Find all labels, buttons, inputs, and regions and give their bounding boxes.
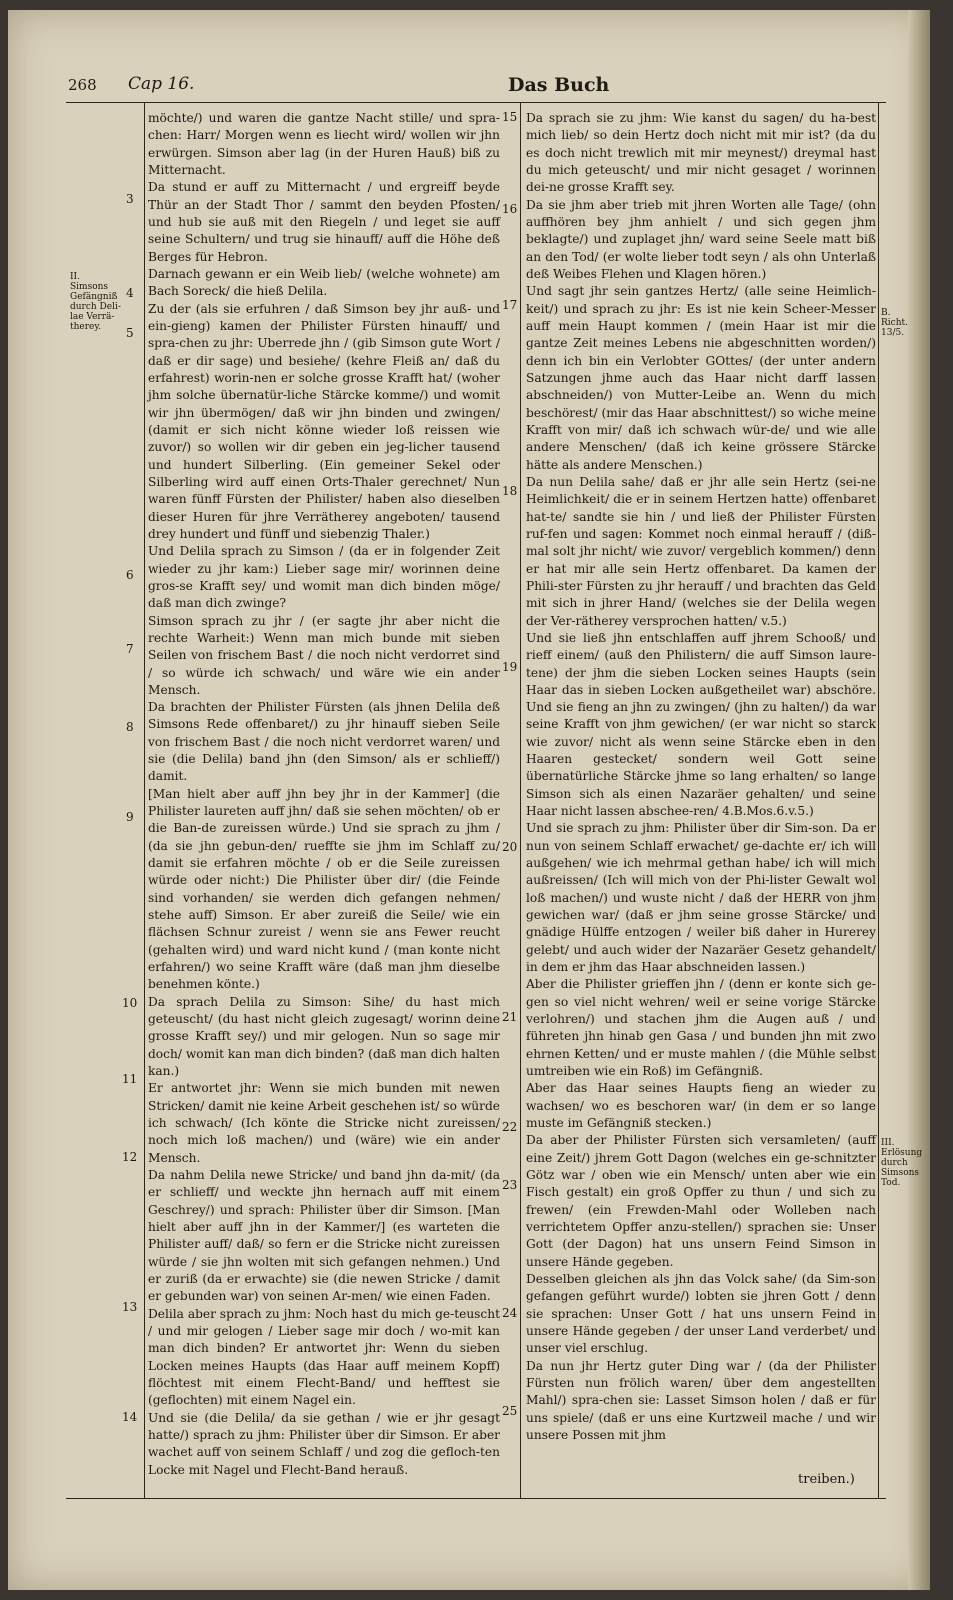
verse-number: 5 xyxy=(126,326,134,340)
verse-paragraph: Und sie sprach zu jhm: Philister über dir Sim-son. Da er nun von seinem Schlaff erwachet/ ge-dachte er/ ich will außgehen/ wie ich mehrmal gethan habe/ ich will mich außreissen/ (Ich will mich von der Phi-lister Gewalt wol loß machen/) und wuste nicht / daß der HERR von jhm gewichen war/ (daß er jhm seine grosse Stärcke/ und gnädige Hülffe entzogen / weiler biß daher in Hurerey gelebt/ und auch wider der Nazaräer Gesetz gehandelt/ in dem er jhm das Haar abschneiden lassen.) xyxy=(526,821,876,975)
verse-number: 17 xyxy=(502,298,518,312)
catchword: treiben.) xyxy=(798,1472,855,1487)
verse-paragraph: Da nun jhr Hertz guter Ding war / (da der Philister Fürsten nun frölich waren/ über dem angestellten Mahl/) spra-chen sie: Lasset Simson holen / daß er für uns spiele/ (daß er uns eine Kurtzweil mache / und wir unsere Possen mit jhm xyxy=(526,1358,876,1442)
margin-note-reference: B. Richt. 13/5. xyxy=(881,308,908,338)
column-divider xyxy=(520,102,521,1498)
verse-paragraph: Und sagt jhr sein gantzes Hertz/ (alle seine Heimlich-keit/) und sprach zu jhr: Es ist nie kein Scheer-Messer auff mein Haupt kommen / (mein Haar ist mir die gantze Zeit meines Lebens nie abgeschnitten worden/) denn ich bin ein Verlobter GOttes/ (der unter andern Satzungen jhme auch das Haar nicht darff lassen abschneiden/) von Mutter-Leibe an. Wenn du mich beschörest/ (mir das Haar abschnittest/) so wiche meine Krafft von mir/ daß ich schwach wür-de/ und wie alle andere Menschen/ (daß ich keine grössere Stärcke hätte als andere Menschen.) xyxy=(526,284,876,472)
verse-number: 11 xyxy=(122,1072,138,1086)
verse-number: 7 xyxy=(126,642,134,656)
right-margin-rule xyxy=(878,102,879,1498)
verse-number: 25 xyxy=(502,1404,518,1418)
verse-number: 16 xyxy=(502,202,518,216)
left-column xyxy=(148,110,500,1479)
verse-paragraph: möchte/) und waren die gantze Nacht stille/ und spra-chen: Harr/ Morgen wenn es liecht wird/ wollen wir jhn erwürgen. Simson aber lag (in der Huren Hauß) biß zu Mitternacht. xyxy=(148,111,500,177)
right-column xyxy=(526,110,876,1444)
verse-number: 8 xyxy=(126,720,134,734)
verse-number: 24 xyxy=(502,1306,518,1320)
verse-paragraph: Und sie ließ jhn entschlaffen auff jhrem Schooß/ und rieff einem/ (auß den Philistern/ die auff Simson laure-tene) der jhm die sieben Locken seines Haupts (sein Haar das in sieben Locken außgetheilet war) abschöre. Und sie fieng an jhn zu zwingen/ (jhn zu halten/) da war seine Krafft von jhm gewichen/ (er war nicht so starck wie zuvor/ nicht als wenn seine Stärcke eben in den Haaren gestecket/ sondern weil Gott seine übernatürliche Stärcke jhme so lang erhalten/ so lange Simson sich als einen Nazaräer gehalten/ und seine Haar nicht lassen abschee-ren/ 4.B.Mos.6.v.5.) xyxy=(526,630,876,819)
left-margin-rule xyxy=(144,102,145,1498)
verse-paragraph: Aber das Haar seines Haupts fieng an wieder zu wachsen/ wo es beschoren war/ (in dem er so lange muste im Gefängniß stecken.) xyxy=(526,1081,876,1131)
verse-paragraph: Simson sprach zu jhr / (er sagte jhr aber nicht die rechte Warheit:) Wenn man mich bunde mit sieben Seilen von frischem Bast / die noch nicht verdorret sind / so würde ich schwach/ und wäre wie ein ander Mensch. xyxy=(148,613,500,697)
verse-paragraph: Da nahm Delila newe Stricke/ und band jhn da-mit/ (da er schlieff/ und weckte jhn hernach auff mit einem Geschrey/) und sprach: Philister über dir Simson. [Man hielt aber auff jhn in der Kammer/] (es warteten die Philister auff/ daß/ so fern er die Stricke nicht zureissen würde / sie jhn wolten mit sich gefangen nehmen.) Und er zuriß (da er erwachte) sie (die newen Stricke / damit er gebunden war) von seinen Ar-men/ wie einen Faden. xyxy=(148,1168,500,1304)
verse-paragraph: Da stund er auff zu Mitternacht / und ergreiff beyde Thür an der Stadt Thor / sammt den beyden Pfosten/ und hub sie auß mit den Riegeln / und leget sie auff seine Schultern/ und trug sie hinauff/ auff die Höhe deß Berges für Hebron. xyxy=(148,180,500,264)
verse-paragraph: Und sie (die Delila/ da sie gethan / wie er jhr gesagt hatte/) sprach zu jhm: Philister über dir Simson. Er aber wachet auff von seinem Schlaff / und zog die gefloch-ten Locke mit Nagel und Flecht-Band herauß. xyxy=(148,1410,500,1477)
verse-number: 23 xyxy=(502,1178,518,1192)
verse-number: 19 xyxy=(502,660,518,674)
verse-paragraph: Delila aber sprach zu jhm: Noch hast du mich ge-teuscht / und mir gelogen / Lieber sage mir doch / wo-mit kan man dich binden? Er antwortet jhr: Wenn du sieben Locken meines Haupts (das Haar auff meinem Kopff) flöchtest mit einem Flecht-Band/ und hefftest sie (geflochten) mit einem Nagel ein. xyxy=(148,1306,500,1408)
verse-paragraph: Er antwortet jhr: Wenn sie mich bunden mit newen Stricken/ damit nie keine Arbeit geschehen ist/ so würde ich schwach/ (Ich könte die Stricke nicht zureissen/ noch mich loß machen/) und (wäre) wie ein ander Mensch. xyxy=(148,1081,500,1165)
verse-paragraph: Da brachten der Philister Fürsten (als jhnen Delila deß Simsons Rede offenbaret/) zu jhr hinauff sieben Seile von frischem Bast / die noch nicht verdorret waren/ und sie (die Delila) band jhn (den Simson/ als er schlieff/) damit. xyxy=(148,700,500,784)
verse-number: 20 xyxy=(502,840,518,854)
verse-paragraph: Und Delila sprach zu Simson / (da er in folgender Zeit wieder zu jhr kam:) Lieber sage mir/ worinnen deine gros-se Krafft sey/ und womit man dich binden möge/ daß man dich zwinge? xyxy=(148,544,500,611)
verse-paragraph: Desselben gleichen als jhn das Volck sahe/ (da Sim-son gefangen geführt wurde/) lobten sie jhren Gott / denn sie sprachen: Unser Gott / hat uns unsern Feind in unsere Hände gegeben / der unser Land verderbet/ und unser viel erschlug. xyxy=(526,1271,876,1356)
verse-number: 9 xyxy=(126,810,134,824)
page-gutter xyxy=(908,10,930,1590)
margin-note-left: II. Simsons Gefängniß durch Deli- lae Verrä- therey. xyxy=(70,272,121,332)
verse-number: 13 xyxy=(122,1300,138,1314)
verse-number: 18 xyxy=(502,484,518,498)
margin-note-section: III. Erlösung durch Simsons Tod. xyxy=(881,1138,923,1188)
verse-number: 6 xyxy=(126,568,134,582)
verse-number: 12 xyxy=(122,1150,138,1164)
verse-paragraph: Da nun Delila sahe/ daß er jhr alle sein Hertz (sei-ne Heimlichkeit/ die er in seinem Hertzen hatte) offenbaret hat-te/ sandte sie hin / und ließ der Philister Fürsten ruf-fen und sagen: Kommet noch einmal herauff / (diß-mal solt jhr nicht/ wie zuvor/ vergeblich kommen/) denn er hat mir alle sein Hertz offenbaret. Da kamen der Phili-ster Fürsten zu jhr herauff / und brachten das Geld mit sich in jhrer Hand/ (welches sie der Delila wegen der Ver-rätherey versprochen hatten/ v.5.) xyxy=(526,474,876,628)
verse-paragraph: Da sie jhm aber trieb mit jhren Worten alle Tage/ (ohn auffhören bey jhm anhielt / und sich gegen jhm beklagte/) und zuplaget jhn/ ward seine Seele matt biß an den Tod/ (er wolte lieber todt seyn / als ohn Unterlaß deß Weibes Flehen und Klagen hören.) xyxy=(526,197,876,281)
top-rule xyxy=(66,102,886,103)
verse-number: 3 xyxy=(126,192,134,206)
running-title: Das Buch xyxy=(508,74,610,96)
verse-paragraph: Da sprach sie zu jhm: Wie kanst du sagen/ du ha-best mich lieb/ so dein Hertz doch nicht mit mir ist? (da du es doch nicht trewlich mit mir meynest/) dreymal hast du mich geteuscht/ und mir nicht gesaget / worinnen dei-ne grosse Krafft sey. xyxy=(526,111,876,195)
verse-paragraph: [Man hielt aber auff jhn bey jhr in der Kammer] (die Philister laureten auff jhn/ daß sie sehen möchten/ ob er die Ban-de zureissen würde.) Und sie sprach zu jhm / (da sie jhn gebun-den/ rueffte sie jhm im Schlaff zu/ damit sie erfahren möchte / ob er die Seile zureissen würde oder nicht:) Die Philister über dir/ (die Feinde sind vorhanden/ sie werden dich gefangen nehmen/ stehe auff) Simson. Er aber zureiß die Seile/ wie ein flächsen Schnur zureist / wenn sie ans Fewer reucht (gehalten wird) und ward nicht kund / (man konte nicht erfahren/) wo seine Krafft wäre (daß man jhm dieselbe benehmen könte.) xyxy=(148,786,500,992)
verse-number: 4 xyxy=(126,286,134,300)
verse-number: 15 xyxy=(502,110,518,124)
verse-number: 21 xyxy=(502,1010,518,1024)
verse-number: 10 xyxy=(122,996,138,1010)
verse-paragraph: Aber die Philister grieffen jhn / (denn er konte sich ge-gen so viel nicht wehren/ weil er seine vorige Stärcke verlohren/) und stachen jhm die Augen auß / und führeten jhn hinab gen Gasa / und bunden jhn mit zwo ehrnen Ketten/ und er muste mahlen / (die Mühle selbst umtreiben wie ein Roß) im Gefängniß. xyxy=(526,977,876,1079)
page-header xyxy=(68,74,886,100)
verse-paragraph: Darnach gewann er ein Weib lieb/ (welche wohnete) am Bach Soreck/ die hieß Delila. xyxy=(148,266,500,299)
chapter-label: Cap 16. xyxy=(128,74,195,94)
bottom-rule xyxy=(66,1498,886,1499)
verse-paragraph: Da sprach Delila zu Simson: Sihe/ du hast mich geteuscht/ (du hast nicht gleich zugesagt/ worinn deine grosse Krafft sey/) und mir gelogen. Nun so sage mir doch/ womit kan man dich binden? (daß man dich halten kan.) xyxy=(148,994,500,1079)
page-number: 268 xyxy=(68,76,97,94)
verse-paragraph: Zu der (als sie erfuhren / daß Simson bey jhr auß- und ein-gieng) kamen der Philister Fürsten hinauff/ und spra-chen zu jhr: Uberrede jhn / (gib Simson gute Wort / daß er dir sage) und besiehe/ (kehre Fleiß an/ daß du erfahrest) worin-nen er solche grosse Krafft hat/ (woher jhm solche übernatür-liche Stärcke komme/) und womit wir jhn übermögen/ daß wir jhn binden und zwingen/ (damit er sich nicht könne wieder loß reissen wie zuvor/) so wollen wir dir geben ein jeg-licher tausend und hundert Silberling. (Ein gemeiner Sekel oder Silberling wird auff einen Orts-Thaler gerechnet/ Nun waren fünff Fürsten der Philister/ haben also dieselben dieser Huren für jhre Verrätherey angeboten/ tausend drey hundert und fünff und siebenzig Thaler.) xyxy=(148,301,500,541)
verse-number: 14 xyxy=(122,1410,138,1424)
book-page xyxy=(8,10,930,1590)
verse-paragraph: Da aber der Philister Fürsten sich versamleten/ (auff eine Zeit/) jhrem Gott Dagon (welches ein ge-schnitzter Götz war / oben wie ein Mensch/ unten aber wie ein Fisch gestalt) ein groß Opffer zu thun / und sich zu frewen/ (ein Frewden-Mahl oder Wolleben nach verrichtetem Opffer anzu-stellen/) sprachen sie: Unser Gott (der Dagon) hat uns unsern Feind Simson in unsere Hände gegeben. xyxy=(526,1133,876,1269)
verse-number: 22 xyxy=(502,1120,518,1134)
